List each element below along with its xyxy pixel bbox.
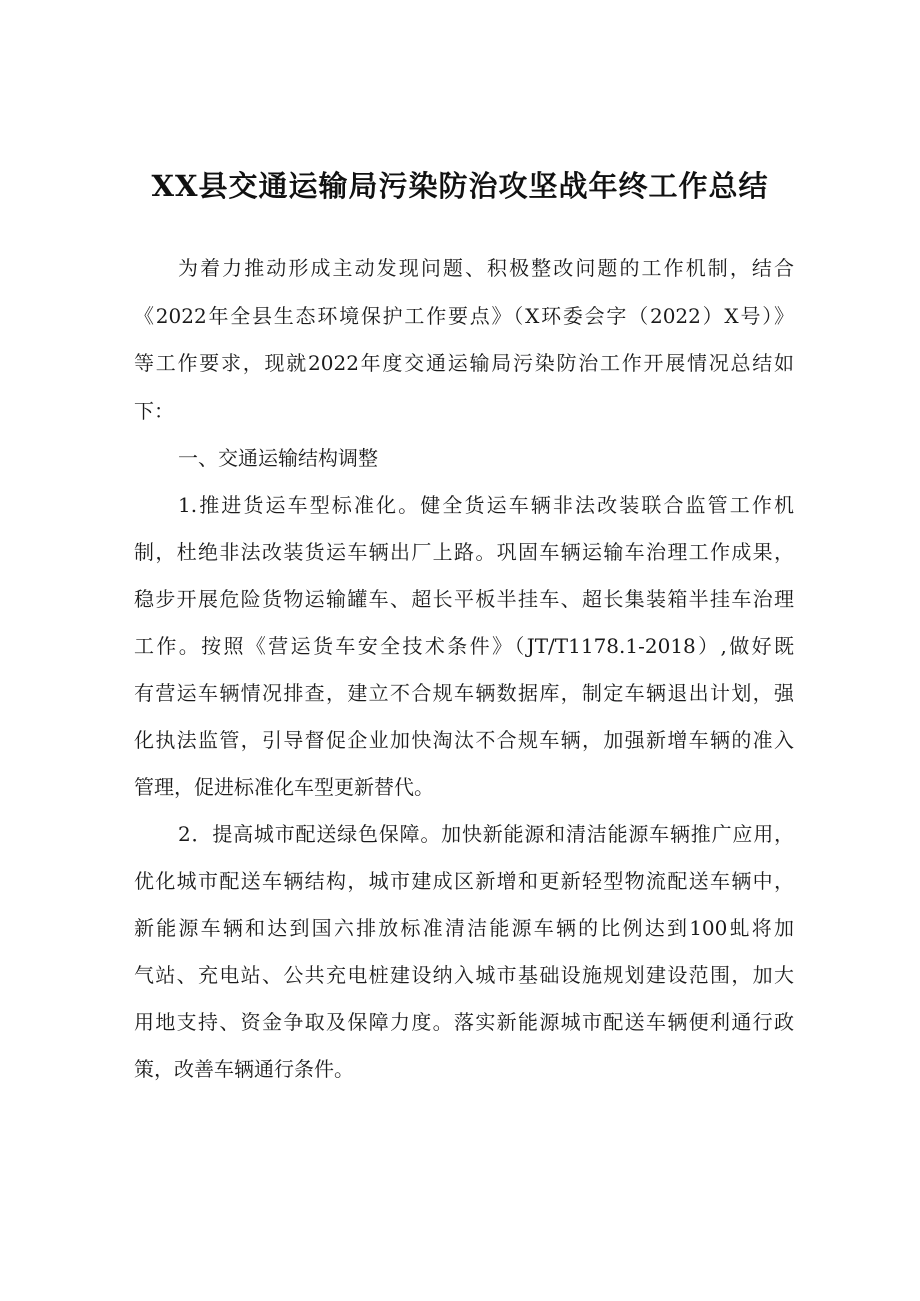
item-2-line-3: 新能源车辆和达到国六排放标准清洁能源车辆的比例达到100虬将加	[134, 916, 794, 940]
item-1-line-5: 有营运车辆情况排查，建立不合规车辆数据库，制定车辆退出计划，强	[134, 681, 794, 705]
item-2-line-6: 策，改善车辆通行条件。	[134, 1057, 354, 1081]
paragraph-intro-line-1: 为着力推动形成主动发现问题、积极整改问题的工作机制，结合	[178, 256, 794, 280]
item-2-line-5: 用地支持、资金争取及保障力度。落实新能源城市配送车辆便利通行政	[134, 1010, 794, 1034]
section-heading-1: 一、交通运输结构调整	[178, 446, 378, 470]
item-2-line-1: 2．提高城市配送绿色保障。加快新能源和清洁能源车辆推广应用，	[178, 822, 794, 846]
item-1-line-1: 1.推进货运车型标准化。健全货运车辆非法改装联合监管工作机	[178, 493, 794, 517]
item-1-line-2: 制，杜绝非法改装货运车辆出厂上路。巩固车辆运输车治理工作成果，	[134, 540, 794, 564]
item-2-line-2: 优化城市配送车辆结构，城市建成区新增和更新轻型物流配送车辆中，	[134, 869, 794, 893]
item-2-line-4: 气站、充电站、公共充电桩建设纳入城市基础设施规划建设范围，加大	[134, 963, 794, 987]
item-1-line-4: 工作。按照《营运货车安全技术条件》（JT/T1178.1-2018）,做好既	[134, 634, 794, 658]
document-title: XX县交通运输局污染防治攻坚战年终工作总结	[151, 169, 769, 203]
paragraph-intro-line-2: 《2022年全县生态环境保护工作要点》（X环委会字（2022）X号）》	[134, 304, 794, 328]
paragraph-intro-line-4: 下：	[134, 399, 174, 423]
item-1-line-6: 化执法监管，引导督促企业加快淘汰不合规车辆，加强新增车辆的准入	[134, 728, 794, 752]
item-1-line-7: 管理，促进标准化车型更新替代。	[134, 775, 434, 799]
paragraph-intro-line-3: 等工作要求，现就2022年度交通运输局污染防治工作开展情况总结如	[134, 351, 794, 375]
item-1-line-3: 稳步开展危险货物运输罐车、超长平板半挂车、超长集装箱半挂车治理	[134, 587, 794, 611]
